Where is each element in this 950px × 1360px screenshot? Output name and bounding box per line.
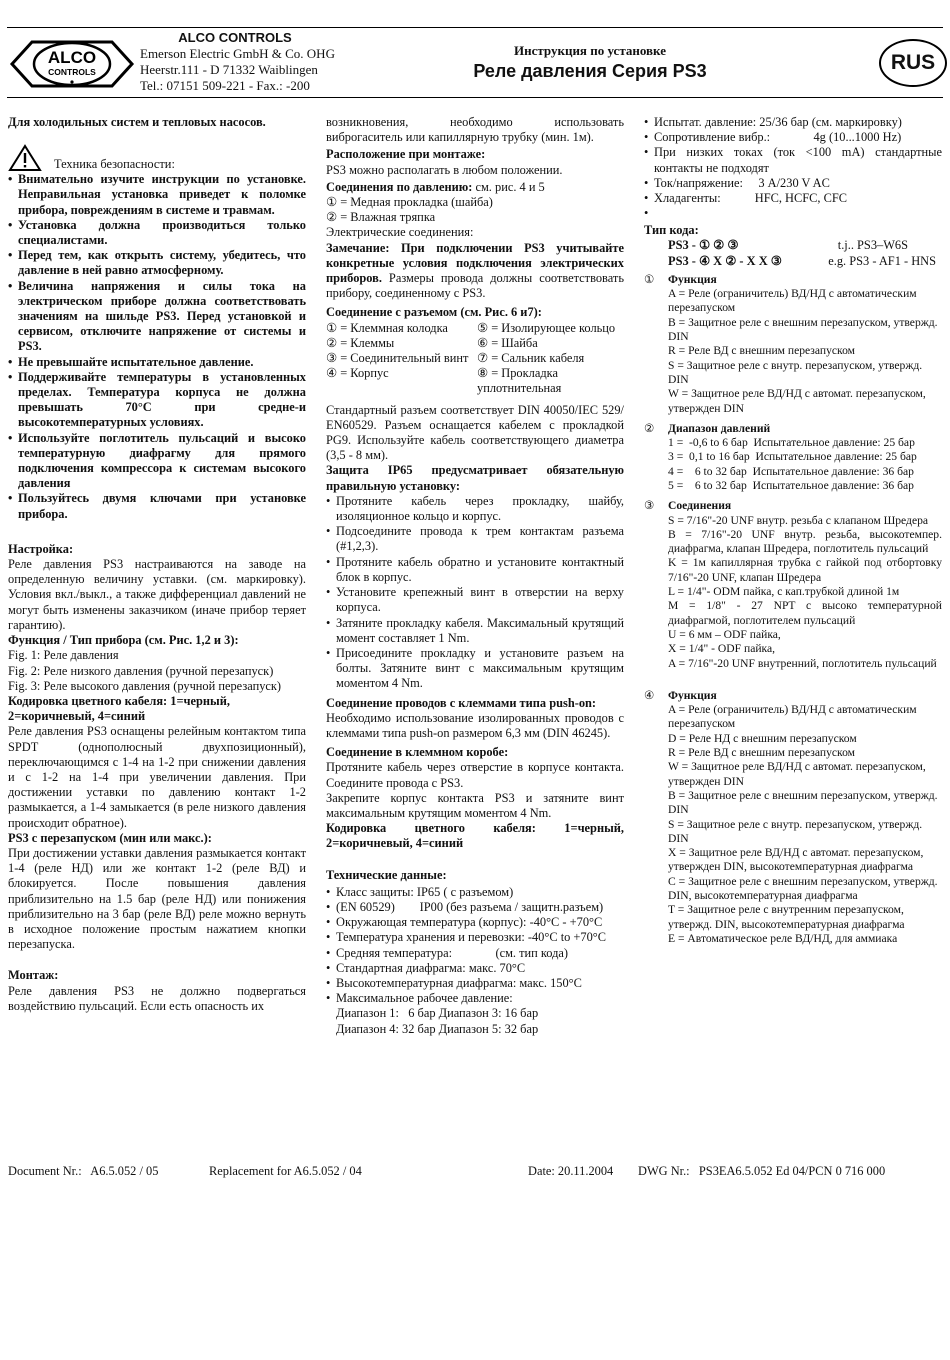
list-item: ② = Клеммы bbox=[326, 335, 395, 350]
reset-title: PS3 с перезапуском (мин или макс.): bbox=[8, 830, 212, 845]
list-item: X = Защитное реле ВД/НД с автомат. перезапуском, утвержден DIN, высокотемпературная диафрагма bbox=[668, 846, 924, 874]
safety-heading bbox=[8, 144, 306, 172]
ip65-list bbox=[326, 494, 624, 692]
list-item: • Величина напряжения и силы тока на электрическом приборе должна соответствовать значениям на шильде PS3. Перед установкой и сервисом, отключите напряжение от системы и PS3. bbox=[8, 279, 306, 355]
color-code-text: Кодировка цветного кабеля: 1=черный, 2=коричневый, 4=синий bbox=[8, 693, 230, 724]
list-item: M = 1/8" - 27 NPT с высоко температурной диафрагмой, поглотителем пульсаций bbox=[668, 599, 942, 627]
list-item: 4 = 6 to 32 бар Испытательное давление: 36 бар bbox=[668, 464, 914, 478]
list-item: • (EN 60529) IP00 (без разъема / защитн.разъем) bbox=[326, 900, 624, 915]
code-section-function-2 bbox=[644, 689, 942, 946]
list-item: • Присоедините прокладку и установите разъем на болты. Затяните винт с максимальным крутящим моментом 4 Nm. bbox=[326, 646, 624, 692]
list-item: • Установите крепежный винт в отверстии на верху корпуса. bbox=[326, 585, 624, 615]
type-code: PS3 - ① ② ③ bbox=[668, 238, 739, 253]
footer-dwg: DWG Nr.: PS3EA6.5.052 Ed 04/PCN 0 716 000 bbox=[638, 1164, 886, 1178]
list-item: • Перед тем, как открыть систему, убедитесь, что давление в ней равно атмосферному. bbox=[8, 248, 306, 278]
company-name: ALCO CONTROLS bbox=[178, 30, 292, 45]
connector-legend bbox=[326, 321, 624, 397]
list-item: T = Защитное реле с внутренним перезапуском, утвержд. DIN, высокотемпературная диафрагма bbox=[668, 903, 905, 931]
list-item bbox=[644, 206, 942, 221]
header-top-rule bbox=[7, 27, 943, 28]
list-item: ③ = Соединительный винт bbox=[326, 351, 469, 366]
list-item: • Затяните прокладку кабеля. Максимальный крутящий момент составляет 1 Nm. bbox=[326, 616, 624, 646]
list-item: E = Автоматическое реле ВД/НД, для аммиака bbox=[668, 931, 898, 945]
standard-text: Стандартный разъем соответствует DIN 40050/IEC 529/ EN60529. Разъем оснащается кабелем с прокладкой PG9. Используйте кабель соответствующего диаметра (3,5 - 8 мм). bbox=[326, 402, 624, 463]
footer-replacement: Replacement for A6.5.052 / 04 bbox=[209, 1164, 362, 1178]
code-section-connections bbox=[644, 499, 942, 671]
list-item: ① = Клеммная колодка bbox=[326, 320, 448, 335]
list-item: • Протяните кабель через прокладку, шайбу, изоляционное кольцо и корпус. bbox=[326, 494, 624, 524]
list-item: • Ток/напряжение: 3 A/230 V AC bbox=[644, 176, 942, 191]
list-item: S = Защитное реле с внутр. перезапуском, утвержд. DIN bbox=[668, 817, 923, 845]
list-item: S = 7/16"-20 UNF внутр. резьба с клапаном Шредера bbox=[668, 513, 929, 527]
list-item: ④ = Корпус bbox=[326, 366, 389, 381]
logo-text-bottom: CONTROLS bbox=[48, 67, 96, 77]
list-item: • Окружающая температура (корпус): -40°C - +70°C bbox=[326, 915, 624, 930]
list-item: U = 6 мм – ODF пайка, bbox=[668, 627, 781, 641]
location-text: PS3 можно располагать в любом положении. bbox=[326, 162, 563, 177]
footer-date: Date: 20.11.2004 bbox=[528, 1164, 614, 1178]
fig-line: Fig. 2: Реле низкого давления (ручной перезапуск) bbox=[8, 663, 274, 678]
list-item: 3 = 0,1 to 16 бар Испытательное давление: 25 бар bbox=[668, 450, 917, 464]
pressure-title: Соединения по давлению: bbox=[326, 179, 473, 194]
list-item: ⑥ = Шайба bbox=[477, 335, 538, 350]
pressure-item: ① = Медная прокладка (шайба) bbox=[326, 195, 493, 210]
list-item: • Средняя температура: (см. тип кода) bbox=[326, 946, 624, 961]
list-item: • Не превышайте испытательное давление. bbox=[8, 355, 306, 370]
list-item: 1 = -0,6 to 6 бар Испытательное давление: 25 бар bbox=[668, 436, 915, 450]
list-item: • Сопротивление вибр.: 4g (10...1000 Hz) bbox=[644, 130, 942, 145]
list-item: R = Реле ВД с внешним перезапуском bbox=[668, 746, 855, 760]
location-title: Расположение при монтаже: bbox=[326, 147, 486, 162]
doc-subtitle: Инструкция по установке bbox=[513, 43, 666, 58]
warning-icon bbox=[8, 144, 42, 172]
list-item: B = Защитное реле с внешним перезапуском, утвержд. DIN bbox=[668, 315, 938, 344]
list-item: • Максимальное рабочее давление: bbox=[326, 991, 624, 1006]
list-item: • Подсоедините провода к трем контактам разъема (#1,2,3). bbox=[326, 524, 624, 554]
list-item: A = 7/16"-20 UNF внутренний, поглотитель пульсаций bbox=[668, 656, 937, 670]
range-line: Диапазон 1: 6 бар Диапазон 3: 16 бар bbox=[336, 1006, 539, 1021]
setup-text: Реле давления PS3 настраиваются на заводе на определенную величину уставки. (см. маркировку). Условия вкл./выкл., а также дифференциал давлений не могут быть изменены заказчиком (иначе прибор теряет гарантию). bbox=[8, 557, 306, 632]
title-block bbox=[440, 43, 740, 82]
alco-logo bbox=[8, 36, 136, 92]
list-item: • Протяните кабель обратно и установите контактный блок в корпус. bbox=[326, 555, 624, 585]
type-code-line-2 bbox=[644, 254, 942, 269]
box-text: Закрепите корпус контакта PS3 и затяните винт максимальным крутящим моментом 4 Nm. bbox=[326, 790, 624, 820]
type-code: PS3 - ④ X ② - X X ③ bbox=[668, 253, 782, 268]
list-item: • Испытат. давление: 25/36 бар (см. маркировку) bbox=[644, 115, 942, 130]
safety-list bbox=[8, 172, 306, 522]
type-code-example: t.j.. PS3–W6S bbox=[837, 238, 908, 253]
reset-text: При достижении уставки давления размыкается контакт 1-4 (реле НД) или же контакт 1-2 (реле ВД) и блокируется. После повышения давления приблизительно на 1.5 бар (реле НД) или понижения приблизительно на 3 бар (реле ВД) реле можно вернуть в исходное положение простым нажатием кнопки перезапуска. bbox=[8, 845, 306, 952]
logo-text-top: ALCO bbox=[47, 48, 97, 67]
list-item: W = Защитное реле ВД/НД с автомат. перезапуском, утвержден DIN bbox=[668, 387, 926, 415]
company-address: Heerstr.111 - D 71332 Waiblingen bbox=[140, 62, 318, 77]
note-paragraph bbox=[326, 241, 624, 302]
list-item: • Температура хранения и перевозки: -40°C to +70°C bbox=[326, 930, 624, 945]
list-item: • Стандартная диафрагма: макс. 70°C bbox=[326, 961, 624, 976]
setup-title: Настройка: bbox=[8, 541, 74, 556]
footer-doc-nr: Document Nr.: A6.5.052 / 05 bbox=[8, 1164, 159, 1178]
list-item: • Пользуйтесь двумя ключами при установке прибора. bbox=[8, 491, 306, 521]
mount-text-continued: возникновения, необходимо использовать виброгаситель или капиллярную трубку (мин. 1м). bbox=[326, 115, 624, 145]
pressure-ref: см. рис. 4 и 5 bbox=[475, 179, 545, 194]
list-item: • Поддерживайте температуры в установленных пределах. Температура корпуса не должна превышать 70°C при средне-и высокотемпературных условиях. bbox=[8, 370, 306, 431]
list-item: • Установка должна производиться только специалистами. bbox=[8, 218, 306, 248]
column-3 bbox=[644, 115, 942, 946]
list-item: B = Защитное реле с внешним перезапуском, утвержд. DIN bbox=[668, 788, 938, 817]
mount-text: Реле давления PS3 не должно подвергаться воздействию пульсаций. Если есть опасность их bbox=[8, 983, 306, 1013]
list-item: D = Реле НД с внешним перезапуском bbox=[668, 731, 857, 745]
section-title: Функция bbox=[668, 272, 717, 286]
section-marker: ③ bbox=[644, 499, 655, 513]
section-marker: ④ bbox=[644, 688, 655, 702]
pushon-text: Необходимо использование изолированных проводов с клеммами типа push-on размером 6,3 мм (DIN 46245). bbox=[326, 710, 624, 740]
list-item: • Внимательно изучите инструкции по установке. Неправильная установка приведет к поломке прибора, повреждениям в системе и травмам. bbox=[8, 172, 306, 218]
list-item: K = 1м капиллярная трубка с гайкой под отбортовку 7/16"-20 UNF, клапан Шредера bbox=[668, 556, 942, 584]
range-line: Диапазон 4: 32 бар Диапазон 5: 32 бар bbox=[336, 1021, 539, 1036]
list-item: A = Реле (ограничитель) ВД/НД с автоматическим перезапуском bbox=[668, 703, 917, 731]
code-section-function bbox=[644, 273, 942, 416]
list-item: ⑤ = Изолирующее кольцо bbox=[477, 320, 616, 335]
type-code-title: Тип кода: bbox=[644, 223, 699, 238]
type-code-example: e.g. PS3 - AF1 - HNS bbox=[828, 253, 936, 268]
list-item: C = Защитное реле с внешним перезапуском, утвержд. DIN, высокотемпературная диафрагма bbox=[668, 874, 938, 902]
mount-title: Монтаж: bbox=[8, 968, 59, 983]
fig-line: Fig. 1: Реле давления bbox=[8, 648, 119, 663]
pushon-title: Соединение проводов с клеммами типа push-on: bbox=[326, 695, 597, 710]
doc-title: Реле давления Серия PS3 bbox=[473, 61, 707, 81]
list-item: ⑧ = Прокладка уплотнительная bbox=[477, 366, 562, 396]
spec-list bbox=[644, 115, 942, 221]
pressure-connection bbox=[326, 180, 624, 195]
pressure-item: ② = Влажная тряпка bbox=[326, 210, 436, 225]
tech-list bbox=[326, 885, 624, 1007]
list-item: 5 = 6 to 32 бар Испытательное давление: 36 бар bbox=[668, 478, 914, 492]
connector-title: Соединение с разъемом (см. Рис. 6 и7): bbox=[326, 305, 542, 320]
section-title: Соединения bbox=[668, 499, 732, 513]
section-title: Функция bbox=[668, 688, 717, 702]
column-1 bbox=[8, 115, 306, 1014]
list-item: L = 1/4"- ODM пайка, с кап.трубкой длиной 1м bbox=[668, 585, 900, 599]
list-item: S = Защитное реле с внутр. перезапуском, утвержд. DIN bbox=[668, 358, 923, 386]
safety-title: Техника безопасности: bbox=[54, 157, 175, 171]
list-item: X = 1/4" - ODF пайка, bbox=[668, 642, 776, 656]
fig-line: Fig. 3: Реле высокого давления (ручной перезапуск) bbox=[8, 678, 282, 693]
type-code-line-1 bbox=[644, 238, 942, 253]
section-marker: ① bbox=[644, 272, 655, 286]
language-badge: RUS bbox=[879, 39, 947, 87]
note-text: Размеры провода должны соответствовать прибору, соединенному с PS3. bbox=[326, 271, 624, 301]
company-block bbox=[140, 30, 335, 94]
list-item: • Используйте поглотитель пульсаций и высоко температурную диафрагму для прямого подключения компрессора к системам высокого давления bbox=[8, 431, 306, 492]
box-title: Соединение в клеммном коробе: bbox=[326, 745, 509, 760]
tech-title: Технические данные: bbox=[326, 867, 447, 882]
list-item: • Высокотемпературная диафрагма: макс. 150°C bbox=[326, 976, 624, 991]
list-item: • При низких токах (ток <100 mA) стандартные контакты не подходят bbox=[644, 145, 942, 175]
list-item: W = Защитное реле ВД/НД с автомат. перезапуском, утвержден DIN bbox=[668, 760, 926, 788]
company-legal-name: Emerson Electric GmbH & Co. OHG bbox=[140, 46, 335, 61]
code-section-range bbox=[644, 422, 942, 493]
intro-text: Для холодильных систем и тепловых насосов. bbox=[8, 115, 266, 129]
section-title: Диапазон давлений bbox=[668, 421, 771, 435]
spdt-text: Реле давления PS3 оснащены релейным контактом типа SPDT (однополюсный двухпозиционный), переключающимся с 1-4 на 1-2 при снижении давления и с 1-2 на 1-4 при увеличении давления. При достижении уставки по давлению контакт 1-2 размыкается, а 1-4 замыкается (в реле низкого давления происходит обратное). bbox=[8, 724, 306, 830]
box-text: Протяните кабель через отверстие в корпусе контакта. Соедините провода с PS3. bbox=[326, 760, 624, 790]
list-item: A = Реле (ограничитель) ВД/НД с автоматическим перезапуском bbox=[668, 287, 917, 315]
header-bottom-rule bbox=[7, 97, 943, 98]
list-item: • Класс защиты: IP65 ( с разъемом) bbox=[326, 885, 624, 900]
section-marker: ② bbox=[644, 421, 655, 435]
note-title: Замечание: При подключении PS3 учитывайте конкретные условия подключения электрических приборов. bbox=[326, 240, 624, 286]
list-item: R = Реле ВД с внешним перезапуском bbox=[668, 344, 855, 358]
electrical-label: Электрические соединения: bbox=[326, 225, 474, 240]
color-code-text: Кодировка цветного кабеля: 1=черный, 2=коричневый, 4=синий bbox=[326, 821, 624, 851]
ip65-title: Защита IP65 предусматривает обязательную правильную установку: bbox=[326, 463, 624, 493]
company-phone: Tel.: 07151 509-221 - Fax.: -200 bbox=[140, 78, 310, 93]
list-item: B = 7/16"-20 UNF внутр. резьба, высокотемпер. диафрагма, клапан Шредера, поглотитель пульсаций bbox=[668, 527, 942, 556]
column-2 bbox=[326, 115, 624, 1037]
list-item: ⑦ = Сальник кабеля bbox=[477, 351, 585, 366]
function-title: Функция / Тип прибора (см. Рис. 1,2 и 3): bbox=[8, 633, 239, 648]
list-item: • Хладагенты: HFC, HCFC, CFC bbox=[644, 191, 942, 206]
